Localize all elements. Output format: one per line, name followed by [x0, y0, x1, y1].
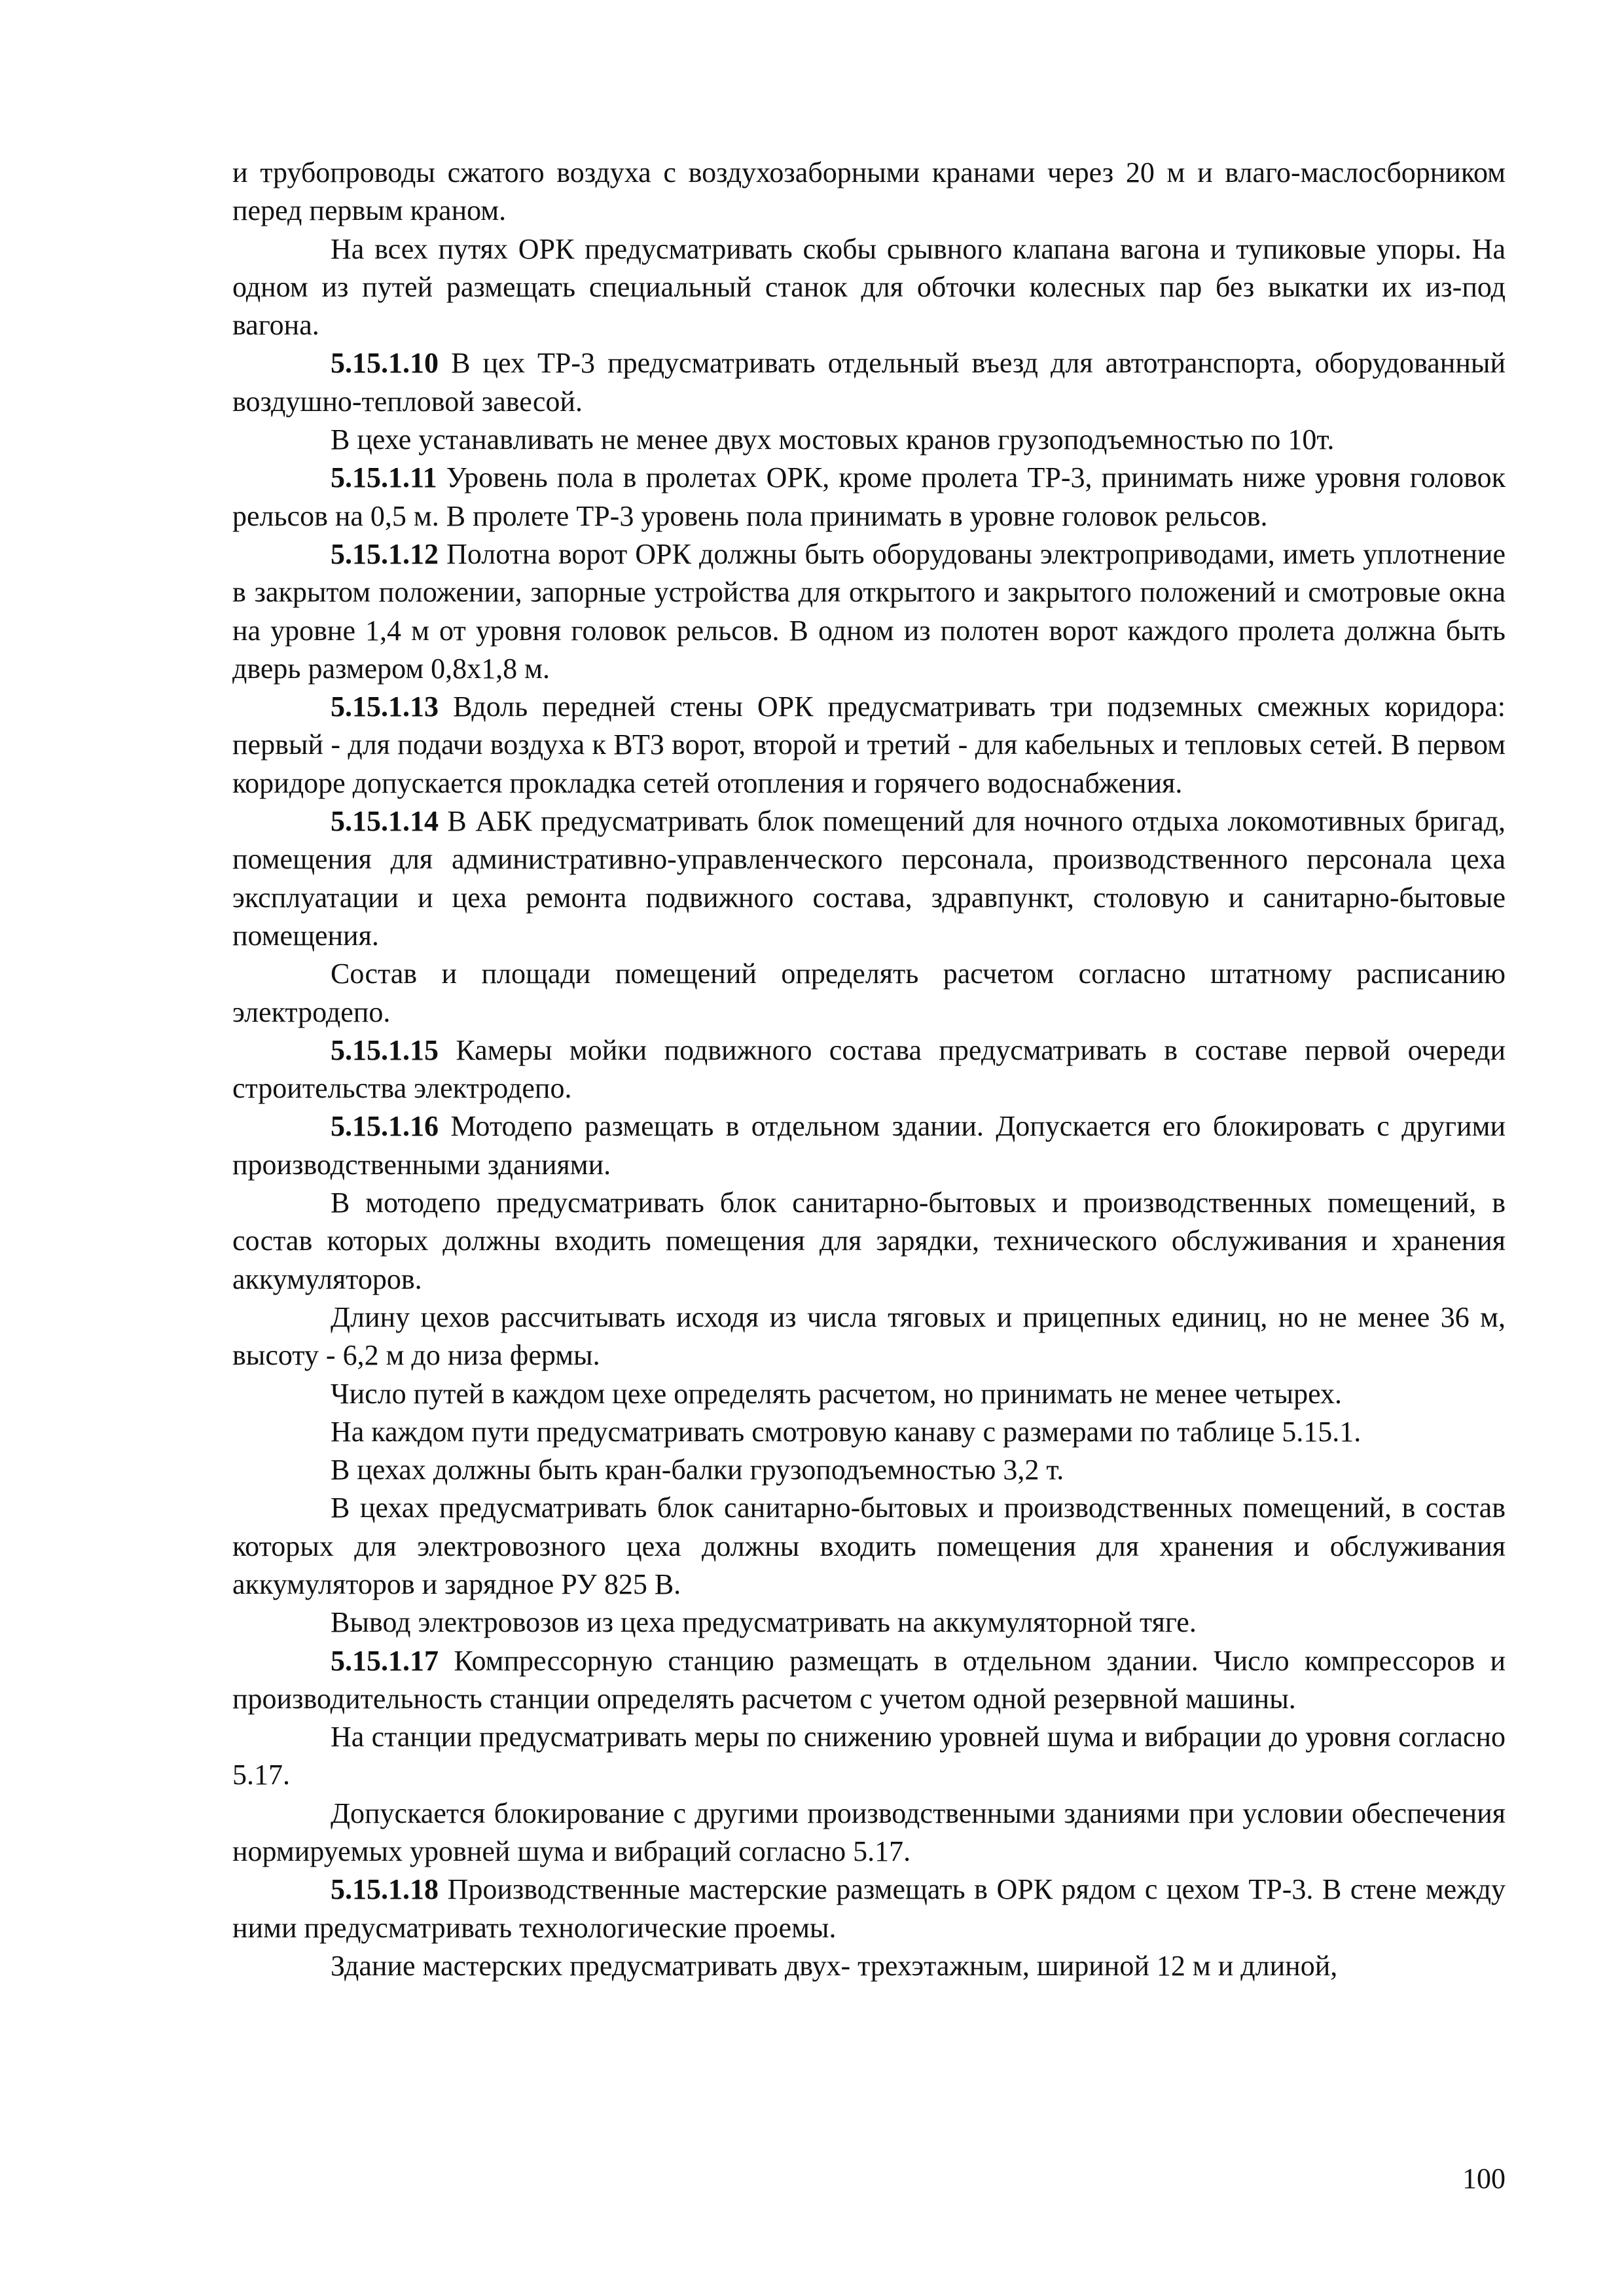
paragraph-text: Здание мастерских предусматривать двух- трехэтажным, шириной 12 м и длиной,	[331, 1949, 1338, 1982]
paragraph-text: В цехах предусматривать блок санитарно-бытовых и производственных помещений, в состав которых для электровозного цеха должны входить помещения для хранения и обслуживания аккумуляторов и зарядное РУ 825 В.	[232, 1492, 1506, 1600]
clause-number: 5.15.1.16	[331, 1110, 439, 1143]
paragraph-p13	[232, 1299, 1506, 1375]
clause-number: 5.15.1.15	[331, 1033, 439, 1066]
clause-5-15-1-15	[232, 1031, 1506, 1108]
paragraph-p17	[232, 1489, 1506, 1604]
paragraph-p18	[232, 1604, 1506, 1641]
clause-number: 5.15.1.12	[331, 537, 439, 570]
clause-text: В цех ТР-3 предусматривать отдельный въезд для автотранспорта, оборудованный воздушно-тепловой завесой.	[232, 347, 1506, 418]
paragraph-p09	[232, 955, 1506, 1031]
paragraph-p04	[232, 421, 1506, 459]
paragraph-p21	[232, 1795, 1506, 1871]
clause-text: Вдоль передней стены ОРК предусматривать три подземных смежных коридора: первый - для подачи воздуха к ВТЗ ворот, второй и третий - для кабельных и тепловых сетей. В первом коридоре допускается прокладка сетей отопления и горячего водоснабжения.	[232, 691, 1506, 799]
clause-5-15-1-17	[232, 1642, 1506, 1719]
clause-number: 5.15.1.10	[331, 347, 439, 380]
clause-text: Мотодепо размещать в отдельном здании. Допускается его блокировать с другими производственными зданиями.	[232, 1110, 1506, 1181]
clause-number: 5.15.1.13	[331, 691, 439, 723]
paragraph-p16	[232, 1451, 1506, 1489]
clause-number: 5.15.1.17	[331, 1644, 439, 1677]
clause-5-15-1-18	[232, 1871, 1506, 1947]
paragraph-text: Допускается блокирование с другими производственными зданиями при условии обеспечения нормируемых уровней шума и вибраций согласно 5.17.	[232, 1797, 1506, 1868]
clause-number: 5.15.1.14	[331, 805, 439, 838]
clause-text: Производственные мастерские размещать в ОРК рядом с цехом ТР-3. В стене между ними предусматривать технологические проемы.	[232, 1873, 1506, 1944]
paragraph-text: В цехе устанавливать не менее двух мостовых кранов грузоподъемностью по 10т.	[331, 423, 1335, 456]
paragraph-text: На всех путях ОРК предусматривать скобы срывного клапана вагона и тупиковые упоры. На одном из путей размещать специальный станок для обточки колесных пар без выкатки их из-под вагона.	[232, 232, 1506, 342]
paragraph-p14	[232, 1375, 1506, 1413]
clause-text: Камеры мойки подвижного состава предусматривать в составе первой очереди строительства электродепо.	[232, 1033, 1506, 1105]
paragraph-text: В мотодепо предусматривать блок санитарно-бытовых и производственных помещений, в состав которых должны входить помещения для зарядки, технического обслуживания и хранения аккумуляторов.	[232, 1187, 1506, 1295]
clause-text: Компрессорную станцию размещать в отдельном здании. Число компрессоров и производительность станции определять расчетом с учетом одной резервной машины.	[232, 1644, 1506, 1715]
clause-5-15-1-10	[232, 344, 1506, 421]
paragraph-text: На каждом пути предусматривать смотровую канаву с размерами по таблице 5.15.1.	[331, 1415, 1362, 1448]
clause-number: 5.15.1.11	[331, 461, 437, 494]
paragraph-text: и трубопроводы сжатого воздуха с воздухозаборными кранами через 20 м и влаго-маслосборником перед первым краном.	[232, 156, 1506, 227]
paragraph-p15	[232, 1413, 1506, 1451]
page-number: 100	[1462, 2162, 1506, 2195]
paragraph-text: Число путей в каждом цехе определять расчетом, но принимать не менее четырех.	[331, 1377, 1343, 1410]
clause-number: 5.15.1.18	[331, 1873, 439, 1906]
paragraph-p01	[232, 154, 1506, 230]
paragraph-text: На станции предусматривать меры по снижению уровней шума и вибрации до уровня согласно 5.17.	[232, 1721, 1506, 1791]
clause-text: В АБК предусматривать блок помещений для ночного отдыха локомотивных бригад, помещения для административно-управленческого персонала, производственного персонала цеха эксплуатации и цеха ремонта подвижного состава, здравпункт, столовую и санитарно-бытовые помещения.	[232, 805, 1506, 952]
clause-5-15-1-11	[232, 459, 1506, 535]
clause-5-15-1-14	[232, 802, 1506, 955]
page-body-text	[232, 154, 1506, 1985]
clause-5-15-1-16	[232, 1107, 1506, 1184]
paragraph-text: Длину цехов рассчитывать исходя из числа тяговых и прицепных единиц, но не менее 36 м, высоту - 6,2 м до низа фермы.	[232, 1300, 1506, 1372]
paragraph-p23	[232, 1947, 1506, 1985]
clause-5-15-1-13	[232, 688, 1506, 802]
paragraph-p02	[232, 230, 1506, 345]
paragraph-text: В цехах должны быть кран-балки грузоподъемностью 3,2 т.	[331, 1454, 1064, 1486]
paragraph-p12	[232, 1184, 1506, 1299]
paragraph-text: Вывод электровозов из цеха предусматривать на аккумуляторной тяге.	[331, 1606, 1197, 1639]
clause-text: Полотна ворот ОРК должны быть оборудованы электроприводами, иметь уплотнение в закрытом положении, запорные устройства для открытого и закрытого положений и смотровые окна на уровне 1,4 м от уровня головок рельсов. В одном из полотен ворот каждого пролета должна быть дверь размером 0,8х1,8 м.	[232, 537, 1506, 685]
paragraph-p20	[232, 1718, 1506, 1795]
clause-5-15-1-12	[232, 535, 1506, 688]
clause-text: Уровень пола в пролетах ОРК, кроме пролета ТР-3, принимать ниже уровня головок рельсов на 0,5 м. В пролете ТР-3 уровень пола принимать в уровне головок рельсов.	[232, 461, 1506, 532]
paragraph-text: Состав и площади помещений определять расчетом согласно штатному расписанию электродепо.	[232, 958, 1506, 1028]
